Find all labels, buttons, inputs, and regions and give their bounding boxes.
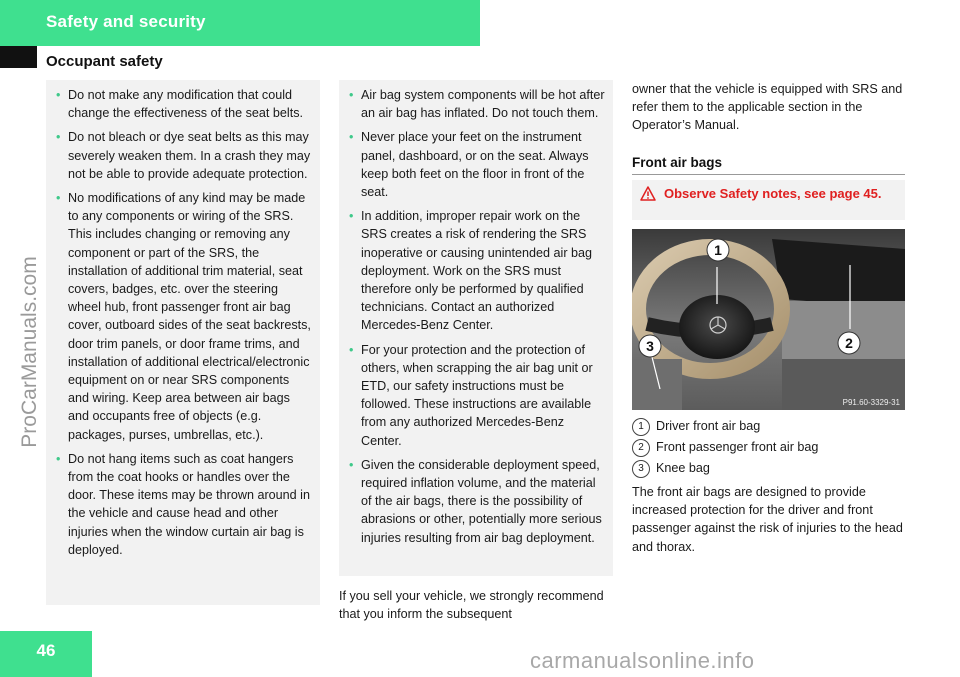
svg-text:2: 2 <box>845 335 853 351</box>
svg-text:1: 1 <box>714 242 722 258</box>
page-number-band <box>0 631 92 677</box>
side-watermark: ProCarManuals.com <box>18 256 41 448</box>
photo-reference: P91.60-3329-31 <box>842 398 900 407</box>
bullet-item: • Never place your feet on the instrument panel, dashboard, or on the seat. Always keep both feet on the floor in front of the seat. <box>349 128 605 201</box>
bullet-item: • No modifications of any kind may be made to any components or wiring of the SRS. This includes changing or removing any component or part of the SRS, the installation of additional trim material, seat covers, badges, etc. over the steering wheel hub, front passenger front air bag cover, outboard sides of the seat backrests, door trim panels, or door frame trims, and installation of additional electrical/electronic equipment on or near SRS components and wiring. Keep area between air bags and occupants free of objects (e.g. packages, purses, umbrellas, etc.). <box>56 189 312 444</box>
legend-item <box>632 438 908 457</box>
legend-item <box>632 459 908 478</box>
bullet-item: • Air bag system components will be hot after an air bag has inflated. Do not touch them. <box>349 86 605 122</box>
front-airbags-description: The front air bags are designed to provide increased protection for the driver and front passenger against the risk of injuries to the head and thorax. <box>632 485 903 554</box>
footer-watermark: carmanualsonline.info <box>530 648 755 673</box>
bullet-item: • For your protection and the protection of others, when scrapping the air bag unit or ETD, our safety instructions must be followed. These instructions are available from any authorized Mercedes-Benz Center. <box>349 341 605 450</box>
svg-text:3: 3 <box>646 338 654 354</box>
warning-box <box>632 180 905 220</box>
legend-number: 1 <box>632 418 650 436</box>
front-airbags-heading: Front air bags <box>632 155 723 170</box>
bullet-item: • Do not hang items such as coat hangers from the coat hooks or handles over the door. These items may be thrown around in the vehicle and cause head and other injuries when the window curtain air bag is deployed. <box>56 450 312 559</box>
legend-label: Driver front air bag <box>656 419 761 433</box>
legend-item <box>632 417 908 436</box>
callout-2 <box>838 332 860 354</box>
page-number: 46 <box>36 641 56 660</box>
heading-rule <box>632 174 905 175</box>
bullet-item: • In addition, improper repair work on the SRS creates a risk of rendering the SRS inoperative or causing unintended air bag deployment. Work on the SRS must therefore only be performed by qualified technicians. Contact an authorized Mercedes-Benz Center. <box>349 207 605 334</box>
bullet-item: • Do not bleach or dye seat belts as this may severely weaken them. In a crash they may not be able to provide adequate protection. <box>56 128 312 183</box>
srs-owner-paragraph: owner that the vehicle is equipped with SRS and refer them to the applicable section in the Operator’s Manual. <box>632 82 903 133</box>
warning-triangle-icon <box>640 186 656 201</box>
callout-1 <box>707 239 729 261</box>
page-subtitle: Occupant safety <box>46 53 163 70</box>
bullet-box-middle <box>339 80 613 576</box>
legend-number: 3 <box>632 460 650 478</box>
bullet-box-left <box>46 80 320 605</box>
legend-label: Knee bag <box>656 461 710 475</box>
section-title: Safety and security <box>46 12 206 31</box>
steering-wheel-photo <box>632 229 905 410</box>
bullet-item: • Do not make any modification that could change the effectiveness of the seat belts. <box>56 86 312 122</box>
callout-3 <box>639 335 661 357</box>
header-tab <box>0 46 37 68</box>
legend-label: Front passenger front air bag <box>656 440 819 454</box>
legend-number: 2 <box>632 439 650 457</box>
bullet-item: • Given the considerable deployment speed, required inflation volume, and the material of the air bags, there is the possibility of abrasions or other, potentially more serious injuries resulting from air bag deployment. <box>349 456 605 547</box>
warning-text: Observe Safety notes, see page 45. <box>664 186 882 201</box>
sell-vehicle-paragraph: If you sell your vehicle, we strongly recommend that you inform the subsequent <box>339 589 604 622</box>
